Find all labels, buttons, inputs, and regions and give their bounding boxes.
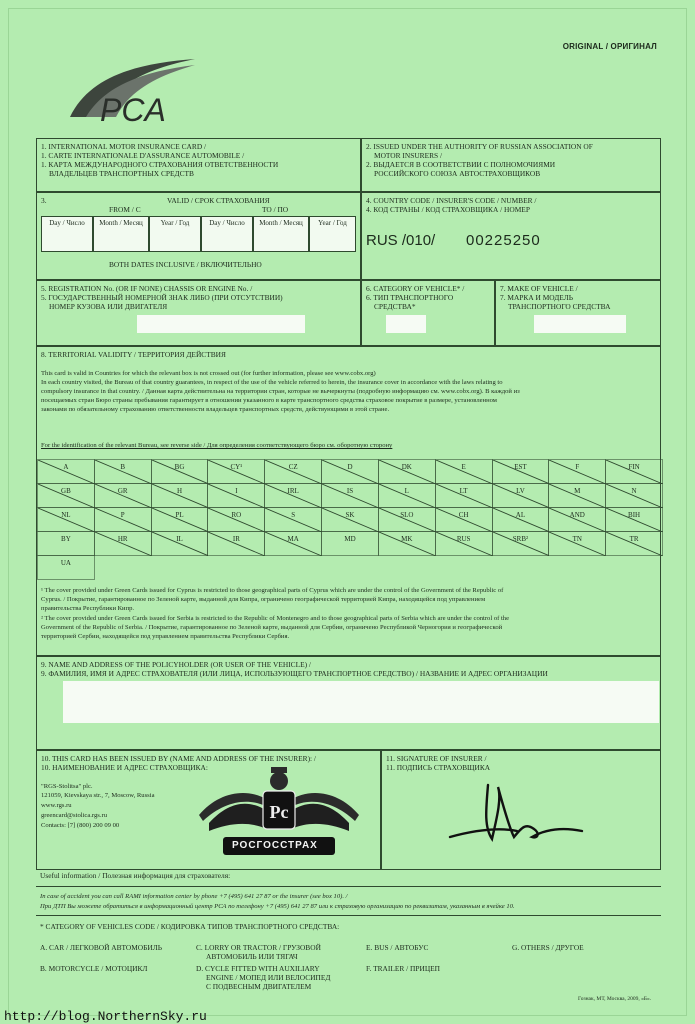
insurer-website: www.rgs.ru [41,802,72,809]
to-month-cell[interactable]: Month / Месяц [253,216,309,252]
cross-out-mark [265,484,322,508]
cross-out-mark [436,532,493,556]
country-code: BG [174,463,185,471]
box6-line2: 6. ТИП ТРАНСПОРТНОГО [366,293,454,302]
country-box [94,483,152,508]
cross-out-mark [606,532,663,556]
category-g: G. OTHERS / ДРУГОЕ [512,943,584,952]
country-code: LV [516,487,525,495]
insurer-address: 121059, Kievskaya str., 7, Moscow, Russia [41,792,155,799]
country-box [321,483,379,508]
box7-line1: 7. MAKE OF VEHICLE / [500,284,578,293]
cross-out-mark [379,532,436,556]
box11-line2: 11. ПОДПИСЬ СТРАХОВЩИКА [386,763,491,772]
box-2 [361,138,661,192]
country-box [435,483,493,508]
country-box [435,459,493,484]
country-box [492,507,550,532]
country-code: M [574,487,581,495]
country-code: AL [515,511,526,519]
from-year-cell[interactable]: Year / Год [149,216,201,252]
country-code: IRL [287,487,299,495]
country-box [264,483,322,508]
cross-out-mark [436,460,493,484]
box-5 [36,280,361,346]
country-code: F [575,463,580,471]
cross-out-mark [265,532,322,556]
country-box [605,459,663,484]
category-a: A. CAR / ЛЕГКОВОЙ АВТОМОБИЛЬ [40,943,162,952]
country-code: SLO [400,511,414,519]
from-month-cell[interactable]: Month / Месяц [93,216,149,252]
box-8 [36,346,661,656]
category-f: F. TRAILER / ПРИЦЕП [366,964,441,973]
box6-line1: 6. CATEGORY OF VEHICLE* / [366,284,465,293]
country-code: MK [401,535,413,543]
box8-p3: compulsory insurance in that country. / Данная карта действительна на территории стран, которые не вычеркнуты (подробную информацию см. www.cobx.org). В каждой из [41,388,520,395]
from-day-cell[interactable]: Day / Число [41,216,93,252]
country-box [151,531,209,556]
country-box [548,483,606,508]
card-number: 00225250 [466,232,541,249]
country-box [378,531,436,556]
country-code: SK [345,511,355,519]
cross-out-mark [208,532,265,556]
country-code: P [120,511,125,519]
cross-out-mark [379,484,436,508]
box3-title: VALID / СРОК СТРАХОВАНИЯ [167,196,270,205]
country-box [151,507,209,532]
country-code: H [177,487,183,495]
country-box [435,531,493,556]
country-box [492,483,550,508]
vehicle-make-field[interactable] [534,315,626,333]
cross-out-mark [493,508,550,532]
blog-watermark-url: http://blog.NorthernSky.ru [4,1009,207,1024]
useful-info-line2: При ДТП Вы можете обратиться в информационный центр РСА по телефону +7 (495) 641 27 87 или к страховую организацию по реквизитам, указанным в ячейке 10. [40,903,515,910]
country-box [548,459,606,484]
country-box [37,531,95,556]
country-box [321,507,379,532]
country-box [37,483,95,508]
cross-out-mark [208,460,265,484]
box4-line2: 4. КОД СТРАНЫ / КОД СТРАХОВЩИКА / НОМЕР [366,205,530,214]
country-code: GB [61,487,71,495]
cross-out-mark [152,460,209,484]
cross-out-mark [379,460,436,484]
category-e: E. BUS / АВТОБУС [366,943,429,952]
box-7 [495,280,661,346]
country-box [548,531,606,556]
country-code: RO [231,511,242,519]
useful-divider-top [36,886,661,887]
country-code: NL [61,511,71,519]
country-code: CH [458,511,469,519]
category-codes-title: * CATEGORY OF VEHICLES CODE / КОДИРОВКА ТИПОВ ТРАНСПОРТНОГО СРЕДСТВА: [40,922,340,931]
country-code: BIH [628,511,641,519]
policyholder-field[interactable] [63,681,659,723]
country-box [605,507,663,532]
country-code: CZ [288,463,298,471]
box-11 [381,750,661,870]
cross-out-mark [95,532,152,556]
cross-out-mark [322,508,379,532]
country-box [321,531,379,556]
footnote-serbia-3: территорией Сербии, находящейся под управлением правительства Республики Сербия. [41,633,290,640]
cross-out-mark [265,508,322,532]
country-code: E [461,463,466,471]
country-code: UA [60,559,71,567]
country-code: GR [117,487,128,495]
country-code: EST [514,463,527,471]
box3-inclusive: BOTH DATES INCLUSIVE / ВКЛЮЧИТЕЛЬНО [109,260,262,269]
box1-line2: 1. CARTE INTERNATIONALE D'ASSURANCE AUTOMOBILE / [41,151,245,160]
country-box [378,507,436,532]
box2-line2: MOTOR INSURERS / [374,151,443,160]
country-code: FIN [628,463,640,471]
insurer-name: "RGS-Stolitsa" plc. [41,783,93,790]
category-d-line2: ENGINE / МОПЕД ИЛИ ВЕЛОСИПЕД [206,973,331,982]
category-b: B. MOTORCYCLE / МОТОЦИКЛ [40,964,148,973]
country-box [378,459,436,484]
country-box [321,459,379,484]
bureau-identification-note: For the identification of the relevant Bureau, see reverse side / Для определения соответствующего бюро см. оборотную сторону [41,442,393,449]
original-label: ORIGINAL / ОРИГИНАЛ [562,42,657,51]
footnote-serbia-1: ² The cover provided under Green Cards issued for Serbia is restricted to the Republic of Montenegro and to those geographical parts of Serbia which are under the control of the [41,615,510,622]
country-code: HR [117,535,128,543]
country-box [548,507,606,532]
cross-out-mark [95,508,152,532]
cross-out-mark [436,484,493,508]
useful-info-title: Useful information / Полезная информация для страхователя: [40,871,231,880]
box6-line3: СРЕДСТВА* [374,302,416,311]
cross-out-mark [436,508,493,532]
country-box [207,459,265,484]
box8-p2: In each country visited, the Bureau of that country guarantees, in respect of the use of the vehicle referred to herein, the insurance cover in accordance with the laws relating to [41,379,503,386]
box9-line2: 9. ФАМИЛИЯ, ИМЯ И АДРЕС СТРАХОВАТЕЛЯ (ИЛИ ЛИЦА, ИСПОЛЬЗУЮЩЕГО ТРАНСПОРТНОЕ СРЕДСТВО) / НАЗВАНИЕ И АДРЕС ОРГАНИЗАЦИИ [41,669,548,678]
cross-out-mark [152,484,209,508]
pca-logo [60,55,200,135]
cross-out-mark [493,460,550,484]
cross-out-mark [379,508,436,532]
cross-out-mark [265,460,322,484]
box7-line3: ТРАНСПОРТНОГО СРЕДСТВА [508,302,611,311]
cross-out-mark [606,484,663,508]
country-code: N [631,487,637,495]
country-box [264,459,322,484]
box2-line1: 2. ISSUED UNDER THE AUTHORITY OF RUSSIAN ASSOCIATION OF [366,142,593,151]
category-d-line1: D. CYCLE FITTED WITH AUXILIARY [196,964,320,973]
cross-out-mark [606,460,663,484]
country-code: A [63,463,69,471]
box5-line1: 5. REGISTRATION No. (OR IF NONE) CHASSIS OR ENGINE No. / [41,284,253,293]
insurer-contacts: Contacts: [7] (800) 200 09 00 [41,822,120,829]
country-code: AND [569,511,585,519]
box8-p4: посещаемых стран Бюро страны пребывания гарантирует в отношении указанного в карте транспортного средства страховое покрытие в размере, установленном [41,397,497,404]
cross-out-mark [549,508,606,532]
insurer-signature [442,779,592,849]
box-4 [361,192,661,280]
country-code: TN [572,535,582,543]
country-code: IR [232,535,240,543]
box3-from: FROM / С [109,205,141,214]
cross-out-mark [38,484,95,508]
country-code: LT [459,487,468,495]
country-box [94,531,152,556]
country-code: RUS [456,535,471,543]
box9-line1: 9. NAME AND ADDRESS OF THE POLICYHOLDER (OR USER OF THE VEHICLE) / [41,660,311,669]
box-6 [361,280,495,346]
box2-line3: 2. ВЫДАЕТСЯ В СООТВЕТСТВИИ С ПОЛНОМОЧИЯМИ [366,160,556,169]
category-c-line1: C. LORRY OR TRACTOR / ГРУЗОВОЙ [196,943,321,952]
box10-line2: 10. НАИМЕНОВАНИЕ И АДРЕС СТРАХОВЩИКА: [41,763,208,772]
cross-out-mark [38,508,95,532]
country-box [492,531,550,556]
category-d-line3: С ПОДВЕСНЫМ ДВИГАТЕЛЕМ [206,982,312,991]
country-box [435,507,493,532]
box8-p5: законами по обязательному страхованию ответственности владельцев транспортных средств, действующими в этой стране. [41,406,390,413]
country-box [492,459,550,484]
to-year-cell[interactable]: Year / Год [309,216,356,252]
cross-out-mark [322,460,379,484]
country-box [605,531,663,556]
registration-number-field[interactable] [137,315,305,333]
country-box [94,507,152,532]
box10-line1: 10. THIS CARD HAS BEEN ISSUED BY (NAME AND ADDRESS OF THE INSURER): / [41,754,316,763]
box1-line3: 1. КАРТА МЕЖДУНАРОДНОГО СТРАХОВАНИЯ ОТВЕТСТВЕННОСТИ [41,160,279,169]
country-code: MA [287,535,299,543]
country-box [264,531,322,556]
country-box [151,459,209,484]
useful-info-line1: In case of accident you can call RAMI information center by phone +7 (495) 641 27 87 or the insurer (see box 10). / [40,893,348,900]
country-code: S [291,511,296,519]
cross-out-mark [549,532,606,556]
box5-line3: НОМЕР КУЗОВА ИЛИ ДВИГАТЕЛЯ [49,302,168,311]
vehicle-category-field[interactable] [386,315,426,333]
country-box [605,483,663,508]
cross-out-mark [322,484,379,508]
cross-out-mark [493,532,550,556]
country-code: CY¹ [230,463,243,471]
cross-out-mark [493,484,550,508]
box8-p1: This card is valid in Countries for which the relevant box is not crossed out (for further information, please see www.cobx.org) [41,370,376,377]
cross-out-mark [208,484,265,508]
box-3 [36,192,361,280]
country-grid [37,459,662,583]
box-9 [36,656,661,750]
box-1 [36,138,361,192]
footnote-cyprus-2: Cyprus. / Покрытие, гарантированное по Зеленой карте, выданной для Кипра, ограничено географической территорией Кипра, находящейся под управлением [41,596,486,603]
insurer-email: greencard@stolica.rgs.ru [41,812,108,819]
category-c-line2: АВТОМОБИЛЬ ИЛИ ТЯГАЧ [206,952,298,961]
country-code: IL [176,535,183,543]
country-code: SRB² [512,535,529,543]
svg-text:PCA: PCA [100,92,166,128]
country-box [37,555,95,580]
svg-text:Рс: Рс [269,802,289,822]
country-box [37,507,95,532]
useful-divider-bottom [36,915,661,916]
country-code: TR [629,535,639,543]
country-box [207,483,265,508]
cross-out-mark [549,484,606,508]
box2-line4: РОССИЙСКОГО СОЮЗА АВТОСТРАХОВЩИКОВ [374,169,541,178]
country-code: MD [344,535,356,543]
country-code: DK [401,463,412,471]
country-code: D [347,463,353,471]
cross-out-mark [549,460,606,484]
country-code: L [404,487,409,495]
country-insurer-code: RUS /010/ [366,232,436,249]
box-10 [36,750,381,870]
cross-out-mark [95,484,152,508]
country-box [207,507,265,532]
footnote-cyprus-1: ¹ The cover provided under Green Cards issued for Cyprus is restricted to those geographical parts of Cyprus which are under the control of the Government of the Republic of [41,587,504,594]
country-code: IS [346,487,354,495]
box1-line4: ВЛАДЕЛЬЦЕВ ТРАНСПОРТНЫХ СРЕДСТВ [49,169,194,178]
footnote-cyprus-3: правительства Республики Кипр. [41,605,135,612]
box5-line2: 5. ГОСУДАРСТВЕННЫЙ НОМЕРНОЙ ЗНАК ЛИБО (ПРИ ОТСУТСТВИИ) [41,293,283,302]
cross-out-mark [152,532,209,556]
country-code: I [235,487,238,495]
rosgosstrakh-wordmark: РОСГОССТРАХ [232,840,318,851]
box7-line2: 7. МАРКА И МОДЕЛЬ [500,293,573,302]
box4-line1: 4. COUNTRY CODE / INSURER'S CODE / NUMBER / [366,196,537,205]
cross-out-mark [38,460,95,484]
country-box [378,483,436,508]
country-code: PL [175,511,184,519]
box8-title: 8. TERRITORIAL VALIDITY / ТЕРРИТОРИЯ ДЕЙСТВИЯ [41,350,226,359]
cross-out-mark [606,508,663,532]
box11-line1: 11. SIGNATURE OF INSURER / [386,754,487,763]
country-code: BY [61,535,71,543]
cross-out-mark [95,460,152,484]
cross-out-mark [152,508,209,532]
printer-imprint: Гознак, МТ, Москва, 2009, «Б». [578,996,652,1002]
country-box [151,483,209,508]
box3-to: TO / ПО [262,205,289,214]
box3-num: 3. [41,196,47,205]
cross-out-mark [208,508,265,532]
to-day-cell[interactable]: Day / Число [201,216,253,252]
country-box [264,507,322,532]
country-box [207,531,265,556]
country-code: B [120,463,126,471]
footnote-serbia-2: Government of the Republic of Serbia. / Покрытие, гарантированное по Зеленой карте, выданной для Сербии, ограничено Республикой Черногория и географической [41,624,503,631]
country-box [94,459,152,484]
country-box [37,459,95,484]
box1-line1: 1. INTERNATIONAL MOTOR INSURANCE CARD / [41,142,207,151]
